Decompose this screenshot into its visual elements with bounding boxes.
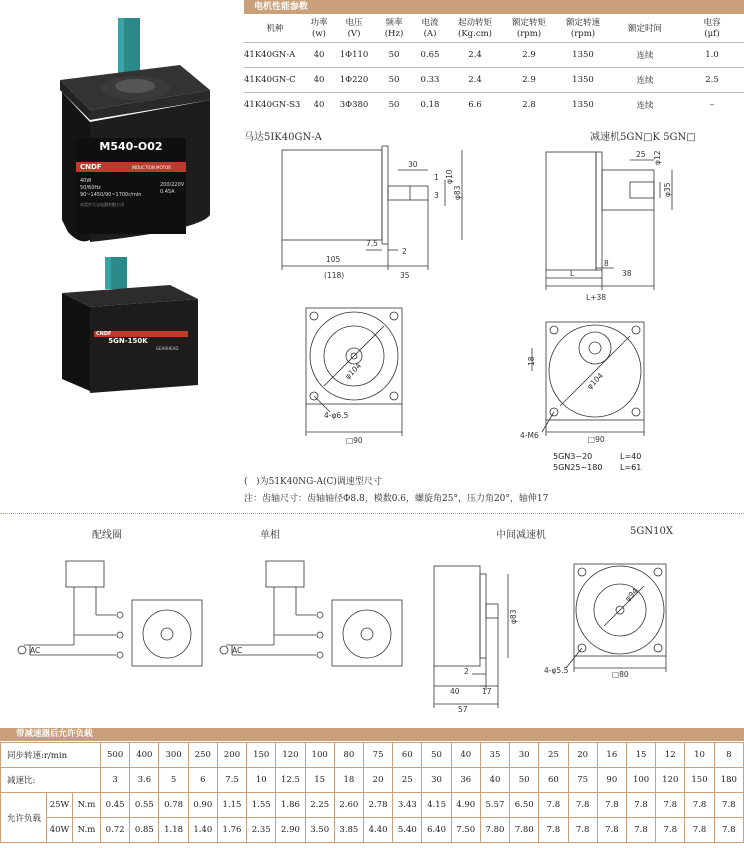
unit-cell: N.m (73, 818, 101, 843)
dim-105: 105 (326, 255, 341, 264)
cell: 50 (376, 93, 412, 118)
dim-1: 1 (434, 173, 439, 182)
cell: 50 (376, 43, 412, 68)
table-row (1, 818, 744, 843)
cell: 连续 (610, 43, 680, 68)
ratio-cell: 50 (510, 768, 539, 793)
motor-front-view (290, 300, 420, 450)
load-table (0, 742, 744, 843)
speed-row-label: 同步转速:r/min (1, 743, 101, 768)
load-cell: 7.8 (685, 818, 714, 843)
dim-phi104-gear: φ104 (585, 371, 606, 392)
header-voltage: 电压 (345, 18, 363, 28)
speed-cell: 30 (510, 743, 539, 768)
speed-cell: 300 (159, 743, 188, 768)
speed-cell: 10 (685, 743, 714, 768)
spec-table-header-row (244, 16, 744, 43)
motor-drawing-title: 马达5IK40GN-A (244, 132, 322, 143)
cell: 2.4 (448, 43, 502, 68)
power-cell: 40W (47, 818, 73, 843)
speed-cell: 250 (188, 743, 217, 768)
dim-phi10: φ10 (445, 169, 454, 184)
header-start-torque-unit: (Kg.cm) (458, 29, 492, 39)
header-start-torque: 起动转矩 (457, 18, 492, 28)
ac-label-left: AC (30, 646, 41, 655)
ratio-cell: 100 (626, 768, 655, 793)
dim-35: 35 (400, 271, 410, 280)
cell: 1Φ110 (332, 43, 376, 68)
dim-L38: L+38 (586, 293, 607, 302)
dim-17-mid: 17 (482, 687, 492, 696)
table-row (1, 793, 744, 818)
load-cell: 0.90 (188, 793, 217, 818)
load-cell: 5.57 (480, 793, 509, 818)
ratio-cell: 60 (539, 768, 568, 793)
gearhead-model-label: 5GN-150K (108, 337, 148, 345)
cell: 41K40GN-C (244, 68, 306, 93)
dim-phi12: φ12 (653, 150, 662, 165)
dim-4m6: 4-M6 (520, 431, 539, 440)
ratio-cell: 180 (714, 768, 743, 793)
header-power-unit: (w) (312, 29, 326, 39)
speed-cell: 20 (568, 743, 597, 768)
cell: 3Φ380 (332, 93, 376, 118)
dim-30: 30 (408, 160, 418, 169)
gearhead-5gn10x-title: 5GN10X (630, 526, 673, 537)
load-row-label: 允许负载 (1, 793, 47, 843)
dim-3: 3 (434, 191, 439, 200)
dim-57-mid: 57 (458, 705, 468, 714)
load-cell: 7.8 (539, 793, 568, 818)
motor-brand: CNDF (80, 163, 102, 171)
load-cell: 5.40 (393, 818, 422, 843)
speed-cell: 50 (422, 743, 451, 768)
intermediate-gearhead-drawing (420, 560, 530, 720)
dim-phi35: φ35 (663, 182, 672, 197)
wiring-diagram-left (10, 555, 210, 675)
speed-cell: 80 (334, 743, 363, 768)
cell: 0.18 (412, 93, 448, 118)
dim-40-mid: 40 (450, 687, 460, 696)
ac-label-right: AC (232, 646, 243, 655)
ratio-cell: 3 (101, 768, 130, 793)
ratio-cell: 30 (422, 768, 451, 793)
speed-cell: 150 (247, 743, 276, 768)
ratio-cell: 5 (159, 768, 188, 793)
dim-phi94: φ94 (623, 586, 640, 604)
load-cell: 1.15 (217, 793, 246, 818)
load-cell: 2.78 (363, 793, 392, 818)
load-cell: 7.50 (451, 818, 480, 843)
load-cell: 2.35 (247, 818, 276, 843)
load-cell: 1.40 (188, 818, 217, 843)
load-table-title: 带减速器后允许负载 (0, 728, 744, 741)
gearhead-5gn10x-drawing (540, 560, 680, 680)
note-gear-shaft: 注：齿轴尺寸：齿轴轴径Φ8.8，模数0.6，螺旋角25°，压力角20°，轴伸17 (244, 494, 549, 504)
cell: 连续 (610, 68, 680, 93)
speed-cell: 25 (539, 743, 568, 768)
dim-2-mid: 2 (464, 667, 469, 676)
single-phase-title: 单相 (260, 530, 280, 541)
gearhead-front-view (520, 318, 660, 448)
header-rated-speed-unit: (rpm) (570, 29, 596, 39)
cell: 40 (306, 68, 332, 93)
ratio-cell: 75 (568, 768, 597, 793)
cell: 40 (306, 43, 332, 68)
cell: 41K40GN-S3 (244, 93, 306, 118)
table-row (1, 743, 744, 768)
gearhead-photo (60, 255, 200, 395)
motor-side-view (270, 140, 470, 290)
load-cell: 2.90 (276, 818, 305, 843)
header-power: 功率 (310, 18, 328, 28)
ratio-cell: 36 (451, 768, 480, 793)
load-cell: 7.8 (714, 793, 743, 818)
cell: 2.4 (448, 68, 502, 93)
power-cell: 25W (47, 793, 73, 818)
cell: 6.6 (448, 93, 502, 118)
header-current: 电流 (421, 18, 439, 28)
cell: 1.0 (680, 43, 744, 68)
cell: 50 (376, 68, 412, 93)
table-row (244, 93, 744, 118)
load-cell: 3.50 (305, 818, 334, 843)
motor-specs-left: 40W 50/60Hz 90~1450/90~1700r/min (80, 178, 142, 198)
cell: 2.5 (680, 68, 744, 93)
speed-cell: 12 (656, 743, 685, 768)
load-cell: 3.85 (334, 818, 363, 843)
dim-sq90: □90 (346, 436, 363, 445)
cell: 连续 (610, 93, 680, 118)
ratio-cell: 18 (334, 768, 363, 793)
ratio-row-label: 减速比: (1, 768, 101, 793)
ratio-cell: 10 (247, 768, 276, 793)
load-cell: 7.8 (568, 818, 597, 843)
gearhead-side-view (530, 140, 700, 305)
header-model: 机种 (266, 23, 284, 34)
load-cell: 4.15 (422, 793, 451, 818)
header-voltage-unit: (V) (347, 29, 361, 39)
header-capacitor: 电容 (703, 18, 721, 28)
load-cell: 0.72 (101, 818, 130, 843)
load-cell: 3.43 (393, 793, 422, 818)
dim-sq90-gear: □90 (588, 435, 605, 444)
motor-specs-right: 200/220V 0.45A (160, 182, 185, 195)
cell: 1350 (556, 93, 610, 118)
dim-phi104: φ104 (343, 361, 364, 382)
gearhead-type: GEARHEAD (156, 346, 179, 351)
load-cell: 7.8 (656, 818, 685, 843)
speed-cell: 500 (101, 743, 130, 768)
gearhead-brand: CNDF (96, 331, 112, 337)
ratio-cell: 40 (480, 768, 509, 793)
ratio-cell: 7.5 (217, 768, 246, 793)
cell: 2.8 (502, 93, 556, 118)
cell: 2.9 (502, 68, 556, 93)
table-row (1, 768, 744, 793)
table-row (244, 68, 744, 93)
load-cell: 1.55 (247, 793, 276, 818)
load-cell: 7.8 (656, 793, 685, 818)
speed-cell: 100 (305, 743, 334, 768)
dim-L: L (570, 269, 575, 278)
speed-cell: 16 (597, 743, 626, 768)
cell: 1350 (556, 68, 610, 93)
wiring-title: 配线圈 (92, 530, 122, 541)
load-cell: 7.8 (597, 818, 626, 843)
gearhead-range-1: 5GN3~20 (553, 452, 593, 461)
ratio-cell: 120 (656, 768, 685, 793)
header-current-unit: (A) (423, 29, 437, 39)
header-rated-torque: 额定转矩 (511, 18, 546, 28)
load-cell: 2.25 (305, 793, 334, 818)
dim-118: (118) (324, 271, 345, 280)
table-row (244, 43, 744, 68)
load-cell: 7.8 (714, 818, 743, 843)
ratio-cell: 25 (393, 768, 422, 793)
ratio-cell: 90 (597, 768, 626, 793)
dim-8: 8 (604, 259, 609, 268)
load-cell: 7.8 (626, 818, 655, 843)
intermediate-gearhead-title: 中间减速机 (496, 530, 546, 541)
load-cell: 4.90 (451, 793, 480, 818)
load-cell: 1.18 (159, 818, 188, 843)
dim-phi83-mid: φ83 (509, 609, 518, 624)
unit-cell: N.m (73, 793, 101, 818)
speed-cell: 75 (363, 743, 392, 768)
cell: 41K40GN-A (244, 43, 306, 68)
load-cell: 0.78 (159, 793, 188, 818)
ratio-cell: 150 (685, 768, 714, 793)
load-cell: 0.55 (130, 793, 159, 818)
speed-cell: 120 (276, 743, 305, 768)
speed-cell: 40 (451, 743, 480, 768)
header-capacitor-unit: (μf) (704, 29, 720, 39)
gearhead-drawing-title: 减速机5GN□K 5GN□ (590, 132, 696, 143)
dim-7-5: 7.5 (366, 239, 378, 248)
load-cell: 7.80 (510, 818, 539, 843)
load-cell: 0.85 (130, 818, 159, 843)
motor-photo (20, 10, 230, 250)
header-frequency-unit: (Hz) (384, 29, 404, 39)
speed-cell: 35 (480, 743, 509, 768)
ratio-cell: 12.5 (276, 768, 305, 793)
header-rated-speed: 额定转速 (565, 18, 600, 28)
load-cell: 6.50 (510, 793, 539, 818)
note-speed-control: ( )为51K40NG-A(C)调速型尺寸 (244, 477, 382, 487)
load-cell: 7.8 (685, 793, 714, 818)
ratio-cell: 15 (305, 768, 334, 793)
header-rated-torque-unit: (rpm) (516, 29, 542, 39)
dim-holes-5gn: 4-φ5.5 (544, 666, 569, 675)
ratio-cell: 20 (363, 768, 392, 793)
section-divider (0, 513, 744, 514)
dim-38: 38 (622, 269, 632, 278)
cell: 2.9 (502, 43, 556, 68)
speed-cell: 200 (217, 743, 246, 768)
motor-type: INDUCTION MOTOR (132, 165, 171, 170)
gearhead-range-2: 5GN25~180 (553, 463, 603, 472)
load-cell: 7.80 (480, 818, 509, 843)
load-cell: 4.40 (363, 818, 392, 843)
motor-maker: 东莞市大宝电器有限公司 (80, 202, 124, 207)
load-cell: 7.8 (626, 793, 655, 818)
cell: 1Φ220 (332, 68, 376, 93)
load-cell: 2.60 (334, 793, 363, 818)
load-cell: 0.45 (101, 793, 130, 818)
speed-cell: 8 (714, 743, 743, 768)
ratio-cell: 6 (188, 768, 217, 793)
header-frequency: 频率 (385, 18, 403, 28)
ratio-cell: 3.6 (130, 768, 159, 793)
speed-cell: 15 (626, 743, 655, 768)
load-cell: 7.8 (597, 793, 626, 818)
dim-holes: 4-φ6.5 (324, 411, 349, 420)
cell: 1350 (556, 43, 610, 68)
load-cell: 1.86 (276, 793, 305, 818)
dim-25: 25 (636, 150, 646, 159)
motor-model-label: M540-O02 (99, 140, 163, 153)
dim-sq80: □80 (612, 670, 629, 679)
header-rated-time: 额定时间 (627, 23, 662, 34)
dim-2: 2 (402, 247, 407, 256)
speed-cell: 60 (393, 743, 422, 768)
spec-table-title: 电机性能参数 (244, 0, 744, 14)
dim-18: 18 (527, 356, 536, 366)
cell: 40 (306, 93, 332, 118)
load-cell: 1.76 (217, 818, 246, 843)
cell: 0.65 (412, 43, 448, 68)
cell: 0.33 (412, 68, 448, 93)
load-cell: 7.8 (539, 818, 568, 843)
wiring-diagram-single-phase (212, 555, 412, 675)
load-cell: 7.8 (568, 793, 597, 818)
load-cell: 6.40 (422, 818, 451, 843)
gearhead-length-2: L=61 (620, 463, 642, 472)
gearhead-length-1: L=40 (620, 452, 642, 461)
dim-phi83: φ83 (453, 185, 462, 200)
cell: – (680, 93, 744, 118)
spec-table (244, 16, 744, 117)
speed-cell: 400 (130, 743, 159, 768)
